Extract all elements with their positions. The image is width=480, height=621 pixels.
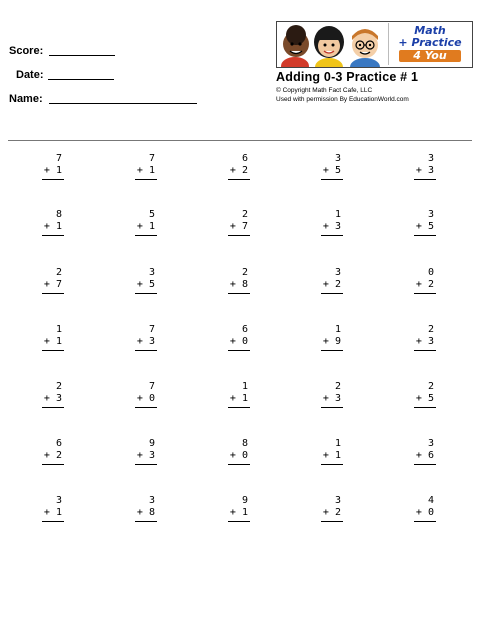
top-addend: 1 [334,209,341,220]
top-addend: 7 [148,324,155,335]
bottom-addend [228,507,250,519]
top-addend: 6 [55,438,62,449]
bottom-addend [135,450,157,462]
name-blank[interactable] [49,103,197,104]
bottom-addend [42,450,64,462]
bottom-addend-value: 1 [55,165,62,176]
top-addend: 2 [55,267,62,278]
bottom-addend-value: 3 [148,336,155,347]
plus-sign: + [43,221,56,232]
addition-problem [321,381,343,408]
top-addend: 9 [148,438,155,449]
answer-line[interactable] [42,350,64,351]
bottom-addend-value: 1 [241,507,248,518]
addition-problem [321,267,343,294]
answer-line[interactable] [135,407,157,408]
bottom-addend [414,221,436,233]
addition-problem [228,324,250,351]
top-addend: 7 [148,153,155,164]
bottom-addend [42,507,64,519]
name-field [9,93,43,105]
addition-problem [414,267,436,294]
addition-problem [42,153,64,180]
plus-sign: + [43,450,56,461]
answer-line[interactable] [414,293,436,294]
bottom-addend [228,221,250,233]
logo-line-2: + Practice [398,36,462,49]
addition-problem [228,438,250,465]
addition-problem [42,495,64,522]
plus-sign: + [229,507,242,518]
bottom-addend-value: 1 [334,450,341,461]
top-addend: 8 [241,438,248,449]
answer-line[interactable] [414,350,436,351]
addition-problem [228,153,250,180]
bottom-addend-value: 8 [148,507,155,518]
plus-sign: + [415,165,428,176]
answer-line[interactable] [135,235,157,236]
bottom-addend-value: 0 [427,507,434,518]
bottom-addend-value: 8 [241,279,248,290]
score-blank[interactable] [49,55,115,56]
math-practice-banner [276,21,473,68]
addition-problem [321,324,343,351]
bottom-addend [135,336,157,348]
top-addend: 6 [241,153,248,164]
plus-sign: + [136,336,149,347]
plus-sign: + [136,393,149,404]
plus-sign: + [229,279,242,290]
bottom-addend [414,336,436,348]
answer-line[interactable] [135,464,157,465]
plus-sign: + [43,279,56,290]
permission-text: Used with permission By EducationWorld.com [276,96,409,103]
score-label: Score: [9,45,44,57]
kids-illustration [277,22,387,67]
bottom-addend-value: 3 [427,165,434,176]
bottom-addend [135,221,157,233]
plus-sign: + [415,279,428,290]
bottom-addend-value: 3 [148,450,155,461]
top-addend: 9 [241,495,248,506]
answer-line[interactable] [228,407,250,408]
bottom-addend-value: 1 [241,393,248,404]
answer-line[interactable] [321,464,343,465]
answer-line[interactable] [135,521,157,522]
logo-line-3: 4 You [399,50,461,62]
score-field [9,45,43,57]
bottom-addend-value: 2 [241,165,248,176]
bottom-addend [42,393,64,405]
answer-line[interactable] [135,350,157,351]
bottom-addend-value: 5 [427,221,434,232]
bottom-addend [228,393,250,405]
bottom-addend [42,336,64,348]
answer-line[interactable] [414,464,436,465]
answer-line[interactable] [135,293,157,294]
addition-problem [321,495,343,522]
addition-problem [228,267,250,294]
bottom-addend [228,336,250,348]
bottom-addend [228,279,250,291]
top-addend: 2 [241,209,248,220]
addition-problem [414,495,436,522]
addition-problem [321,438,343,465]
top-addend: 7 [148,381,155,392]
plus-sign: + [415,221,428,232]
bottom-addend [321,165,343,177]
plus-sign: + [415,393,428,404]
top-addend: 8 [55,209,62,220]
plus-sign: + [229,450,242,461]
bottom-addend-value: 1 [148,221,155,232]
addition-problem [135,324,157,351]
plus-sign: + [322,450,335,461]
top-addend: 1 [55,324,62,335]
answer-line[interactable] [321,293,343,294]
bottom-addend-value: 7 [241,221,248,232]
bottom-addend [414,507,436,519]
header-divider [8,140,472,141]
addition-problem [321,209,343,236]
plus-sign: + [43,393,56,404]
answer-line[interactable] [42,179,64,180]
answer-line[interactable] [228,521,250,522]
top-addend: 3 [148,267,155,278]
bottom-addend-value: 7 [55,279,62,290]
top-addend: 6 [241,324,248,335]
worksheet-title: Adding 0-3 Practice # 1 [276,70,419,84]
top-addend: 3 [334,495,341,506]
addition-problem [414,153,436,180]
bottom-addend-value: 1 [55,221,62,232]
bottom-addend-value: 0 [241,336,248,347]
plus-sign: + [136,507,149,518]
plus-sign: + [322,336,335,347]
answer-line[interactable] [414,521,436,522]
bottom-addend-value: 3 [55,393,62,404]
plus-sign: + [322,279,335,290]
addition-problem [135,209,157,236]
addition-problem [42,209,64,236]
answer-line[interactable] [321,407,343,408]
addition-problem [135,438,157,465]
bottom-addend [414,393,436,405]
top-addend: 5 [148,209,155,220]
bottom-addend [228,165,250,177]
answer-line[interactable] [42,464,64,465]
top-addend: 1 [334,438,341,449]
top-addend: 2 [334,381,341,392]
addition-problem [42,438,64,465]
answer-line[interactable] [42,407,64,408]
top-addend: 3 [334,153,341,164]
date-blank[interactable] [48,79,114,80]
bottom-addend-value: 6 [427,450,434,461]
top-addend: 3 [427,438,434,449]
answer-line[interactable] [321,350,343,351]
bottom-addend [321,221,343,233]
addition-problem [321,153,343,180]
top-addend: 4 [427,495,434,506]
bottom-addend-value: 3 [427,336,434,347]
bottom-addend [414,165,436,177]
addition-problem [414,438,436,465]
addition-problem [42,381,64,408]
top-addend: 3 [427,209,434,220]
plus-sign: + [43,336,56,347]
answer-line[interactable] [228,350,250,351]
top-addend: 3 [55,495,62,506]
addition-problem [135,381,157,408]
bottom-addend [321,279,343,291]
addition-problem [135,153,157,180]
plus-sign: + [322,221,335,232]
plus-sign: + [322,165,335,176]
bottom-addend [135,165,157,177]
bottom-addend [42,165,64,177]
plus-sign: + [229,165,242,176]
bottom-addend-value: 1 [55,507,62,518]
bottom-addend-value: 9 [334,336,341,347]
bottom-addend [228,450,250,462]
top-addend: 1 [241,381,248,392]
top-addend: 2 [427,324,434,335]
answer-line[interactable] [228,179,250,180]
plus-sign: + [136,221,149,232]
top-addend: 2 [427,381,434,392]
answer-line[interactable] [321,235,343,236]
addition-problem [228,495,250,522]
top-addend: 0 [427,267,434,278]
bottom-addend-value: 3 [334,393,341,404]
top-addend: 3 [334,267,341,278]
plus-sign: + [415,336,428,347]
addition-problem [42,324,64,351]
answer-line[interactable] [42,293,64,294]
plus-sign: + [43,507,56,518]
bottom-addend-value: 2 [55,450,62,461]
plus-sign: + [229,336,242,347]
addition-problem [228,381,250,408]
plus-sign: + [136,165,149,176]
answer-line[interactable] [42,521,64,522]
top-addend: 1 [334,324,341,335]
top-addend: 2 [55,381,62,392]
plus-sign: + [136,279,149,290]
plus-sign: + [229,221,242,232]
top-addend: 2 [241,267,248,278]
bottom-addend-value: 0 [148,393,155,404]
math-practice-logo [388,23,471,65]
bottom-addend [321,450,343,462]
plus-sign: + [136,450,149,461]
bottom-addend [135,507,157,519]
addition-problem [228,209,250,236]
bottom-addend-value: 5 [148,279,155,290]
addition-problem [414,324,436,351]
answer-line[interactable] [228,293,250,294]
answer-line[interactable] [228,464,250,465]
plus-sign: + [43,165,56,176]
bottom-addend-value: 3 [334,221,341,232]
bottom-addend [321,393,343,405]
date-field [16,69,44,81]
plus-sign: + [415,507,428,518]
bottom-addend [42,221,64,233]
answer-line[interactable] [42,235,64,236]
bottom-addend-value: 0 [241,450,248,461]
bottom-addend-value: 2 [427,279,434,290]
plus-sign: + [322,507,335,518]
addition-problem [414,209,436,236]
bottom-addend [321,507,343,519]
answer-line[interactable] [228,235,250,236]
plus-sign: + [415,450,428,461]
top-addend: 3 [427,153,434,164]
answer-line[interactable] [321,521,343,522]
bottom-addend [135,279,157,291]
answer-line[interactable] [414,235,436,236]
bottom-addend-value: 2 [334,279,341,290]
bottom-addend-value: 1 [55,336,62,347]
bottom-addend [414,279,436,291]
addition-problem [135,495,157,522]
date-label: Date: [16,69,44,81]
bottom-addend [42,279,64,291]
bottom-addend-value: 1 [148,165,155,176]
answer-line[interactable] [414,179,436,180]
bottom-addend-value: 2 [334,507,341,518]
bottom-addend-value: 5 [427,393,434,404]
bottom-addend [414,450,436,462]
plus-sign: + [229,393,242,404]
bottom-addend [135,393,157,405]
name-label: Name: [9,93,43,105]
logo-line-1: Math [414,24,446,37]
answer-line[interactable] [135,179,157,180]
copyright-text: © Copyright Math Fact Cafe, LLC [276,87,373,94]
answer-line[interactable] [414,407,436,408]
addition-problem [42,267,64,294]
bottom-addend [321,336,343,348]
addition-problem [414,381,436,408]
top-addend: 3 [148,495,155,506]
top-addend: 7 [55,153,62,164]
bottom-addend-value: 5 [334,165,341,176]
plus-sign: + [322,393,335,404]
addition-problem [135,267,157,294]
answer-line[interactable] [321,179,343,180]
